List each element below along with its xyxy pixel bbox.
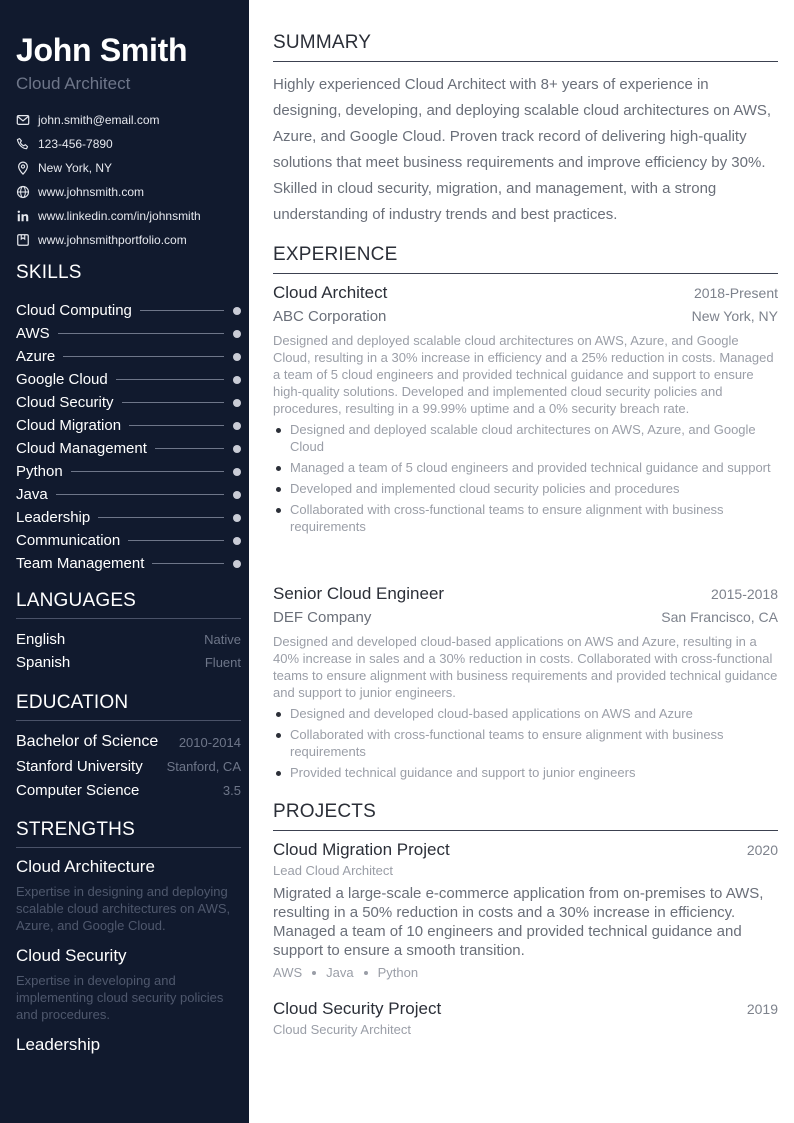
phone-icon [16,137,30,151]
skill-label: Azure [16,348,56,365]
location-icon [16,161,30,175]
project-title: Cloud Migration Project [273,840,450,859]
contact-list [16,108,244,252]
job-title: Senior Cloud Engineer [273,584,445,603]
skill-leader-line [98,517,224,518]
contact-website[interactable] [16,180,244,204]
strength-description: Expertise in designing and deploying scalable cloud architectures on AWS, Azure, and Google Cloud. [16,884,231,933]
summary-text: Highly experienced Cloud Architect with 8+ years of experience in designing, developing, and deploying scalable cloud architectures on AWS, Azure, and Google Cloud. Proven track record of delivering high-quality solutions that meet business requirements and improve efficiency by 30%. Skilled in cloud security, migration, and management, with a strong understanding of industry trends and best practices. [273,76,772,223]
skill-item [16,299,241,322]
skill-dot [233,560,241,568]
skill-item [16,414,241,437]
contact-location [16,156,244,180]
job-company: DEF Company [273,609,372,626]
candidate-role: Cloud Architect [16,74,131,93]
job-location: San Francisco, CA [661,609,778,625]
education-heading: EDUCATION [16,692,241,721]
skill-item [16,529,241,552]
skill-label: Communication [16,532,121,549]
job-bullet: Provided technical guidance and support to junior engineers [273,764,778,781]
job-company: ABC Corporation [273,308,387,325]
language-level: Native [204,632,241,647]
project-header [273,999,778,1019]
experience-entry [273,283,778,539]
job-dates: 2015-2018 [711,586,778,602]
project-role: Cloud Security Architect [273,1022,412,1037]
skill-leader-line [122,402,224,403]
skill-dot [233,445,241,453]
skill-item [16,552,241,575]
job-bullet: Designed and developed cloud-based applications on AWS and Azure [273,705,778,722]
skill-dot [233,399,241,407]
education-degree: Bachelor of Science [16,733,159,750]
job-title: Cloud Architect [273,283,388,302]
project-tech: Java [326,965,354,980]
strength-title: Cloud Security [16,946,127,965]
project-role: Lead Cloud Architect [273,863,393,878]
skill-leader-line [116,379,224,380]
skill-dot [233,376,241,384]
skill-dot [233,422,241,430]
skill-label: Google Cloud [16,371,108,388]
skill-item [16,391,241,414]
project-title: Cloud Security Project [273,999,442,1018]
skill-leader-line [155,448,224,449]
job-bullets [273,421,778,535]
skill-item [16,322,241,345]
project-year: 2019 [746,1001,778,1017]
skill-label: Team Management [16,555,145,572]
skill-leader-line [152,563,224,564]
skill-leader-line [140,310,224,311]
project-entry [273,999,778,1037]
job-bullet: Managed a team of 5 cloud engineers and provided technical guidance and support [273,459,778,476]
job-description: Designed and developed cloud-based applications on AWS and Azure, resulting in a 40% increase in sales and a 30% reduction in costs. Collaborated with cross-functional teams to ensure alignment with business requirements and provided technical guidance and support to junior engineers. [273,634,778,700]
education-gpa: 3.5 [222,782,241,798]
contact-linkedin[interactable] [16,204,244,228]
project-header [273,840,778,860]
language-item [16,651,241,674]
contact-email[interactable] [16,108,244,132]
job-company-row [273,609,778,631]
language-level: Fluent [204,655,241,670]
job-location: New York, NY [691,308,778,324]
job-bullet: Designed and deployed scalable cloud architectures on AWS, Azure, and Google Cloud [273,421,778,455]
skill-item [16,437,241,460]
tech-separator [364,971,368,975]
skill-leader-line [128,540,224,541]
languages-list [16,628,241,674]
job-description: Designed and deployed scalable cloud architectures on AWS, Azure, and Google Cloud, resulting in a 30% increase in efficiency and a 25% reduction in costs. Managed a team of 5 cloud engineers and provided technical guidance and support to ensure high-quality solutions. Developed and implemented cloud security policies and procedures, resulting in a 99.99% uptime and a 0% security breach rate. [273,333,774,416]
skill-item [16,345,241,368]
skill-label: Cloud Security [16,394,114,411]
skills-list [16,299,241,575]
project-entry [273,840,778,980]
skill-leader-line [63,356,224,357]
experience-heading: EXPERIENCE [273,244,778,274]
skill-leader-line [56,494,224,495]
skill-label: Leadership [16,509,91,526]
tech-separator [312,971,316,975]
skill-leader-line [129,425,224,426]
skill-leader-line [71,471,224,472]
job-header [273,283,778,307]
skill-label: Java [16,486,48,503]
skill-item [16,368,241,391]
job-bullet: Collaborated with cross-functional teams to ensure alignment with business requirements [273,726,778,760]
skill-dot [233,307,241,315]
languages-heading: LANGUAGES [16,590,241,619]
skill-leader-line [58,333,224,334]
contact-portfolio-text: www.johnsmithportfolio.com [38,233,187,247]
language-item [16,628,241,651]
candidate-name: John Smith [16,32,188,68]
strength-description: Expertise in developing and implementing cloud security policies and procedures. [16,973,224,1022]
job-bullet: Developed and implemented cloud security policies and procedures [273,480,778,497]
education-field: Computer Science [16,781,140,799]
job-bullet: Collaborated with cross-functional teams to ensure alignment with business requirements [273,501,778,535]
education-location: Stanford, CA [166,758,241,774]
project-description: Migrated a large-scale e-commerce application from on-premises to AWS, resulting in a 50% reduction in costs and a 30% increase in efficiency. Managed a team of 10 engineers and provided technical guidance and support to ensure a smooth transition. [273,885,764,959]
education-school-row [16,754,241,778]
linkedin-icon [16,209,30,223]
project-year: 2020 [746,842,778,858]
contact-email-text: john.smith@email.com [38,113,160,127]
job-company-row [273,308,778,330]
contact-phone[interactable] [16,132,244,156]
strength-title: Cloud Architecture [16,857,155,876]
contact-linkedin-text: www.linkedin.com/in/johnsmith [38,209,201,223]
education-entry [16,730,241,802]
education-years: 2010-2014 [178,734,241,750]
language-name: Spanish [16,654,71,671]
job-header [273,584,778,608]
sidebar [0,0,249,1123]
project-tech-list [273,965,778,980]
skill-dot [233,491,241,499]
summary-heading: SUMMARY [273,32,778,62]
skills-heading: SKILLS [16,262,82,283]
contact-portfolio[interactable] [16,228,244,252]
project-tech: Python [377,965,419,980]
globe-icon [16,185,30,199]
skill-label: Python [16,463,63,480]
skill-dot [233,514,241,522]
skill-dot [233,468,241,476]
skill-item [16,506,241,529]
contact-website-text: www.johnsmith.com [38,185,145,199]
contact-phone-text: 123-456-7890 [38,137,113,151]
language-name: English [16,631,66,648]
project-tech: AWS [273,965,303,980]
experience-entry [273,584,778,785]
skill-item [16,483,241,506]
skill-label: Cloud Migration [16,417,122,434]
job-bullets [273,705,778,781]
education-field-row [16,778,241,802]
contact-location-text: New York, NY [38,161,113,175]
education-school: Stanford University [16,757,143,775]
strengths-heading: STRENGTHS [16,819,241,848]
skill-dot [233,330,241,338]
skill-item [16,460,241,483]
skill-dot [233,537,241,545]
portfolio-icon [16,233,30,247]
education-degree-row [16,730,241,754]
skill-label: AWS [16,325,50,342]
strengths-list [16,857,244,1061]
skill-label: Cloud Management [16,440,147,457]
skill-label: Cloud Computing [16,302,132,319]
job-dates: 2018-Present [693,285,778,301]
strength-title: Leadership [16,1035,101,1054]
projects-heading: PROJECTS [273,801,778,831]
email-icon [16,113,30,127]
skill-dot [233,353,241,361]
